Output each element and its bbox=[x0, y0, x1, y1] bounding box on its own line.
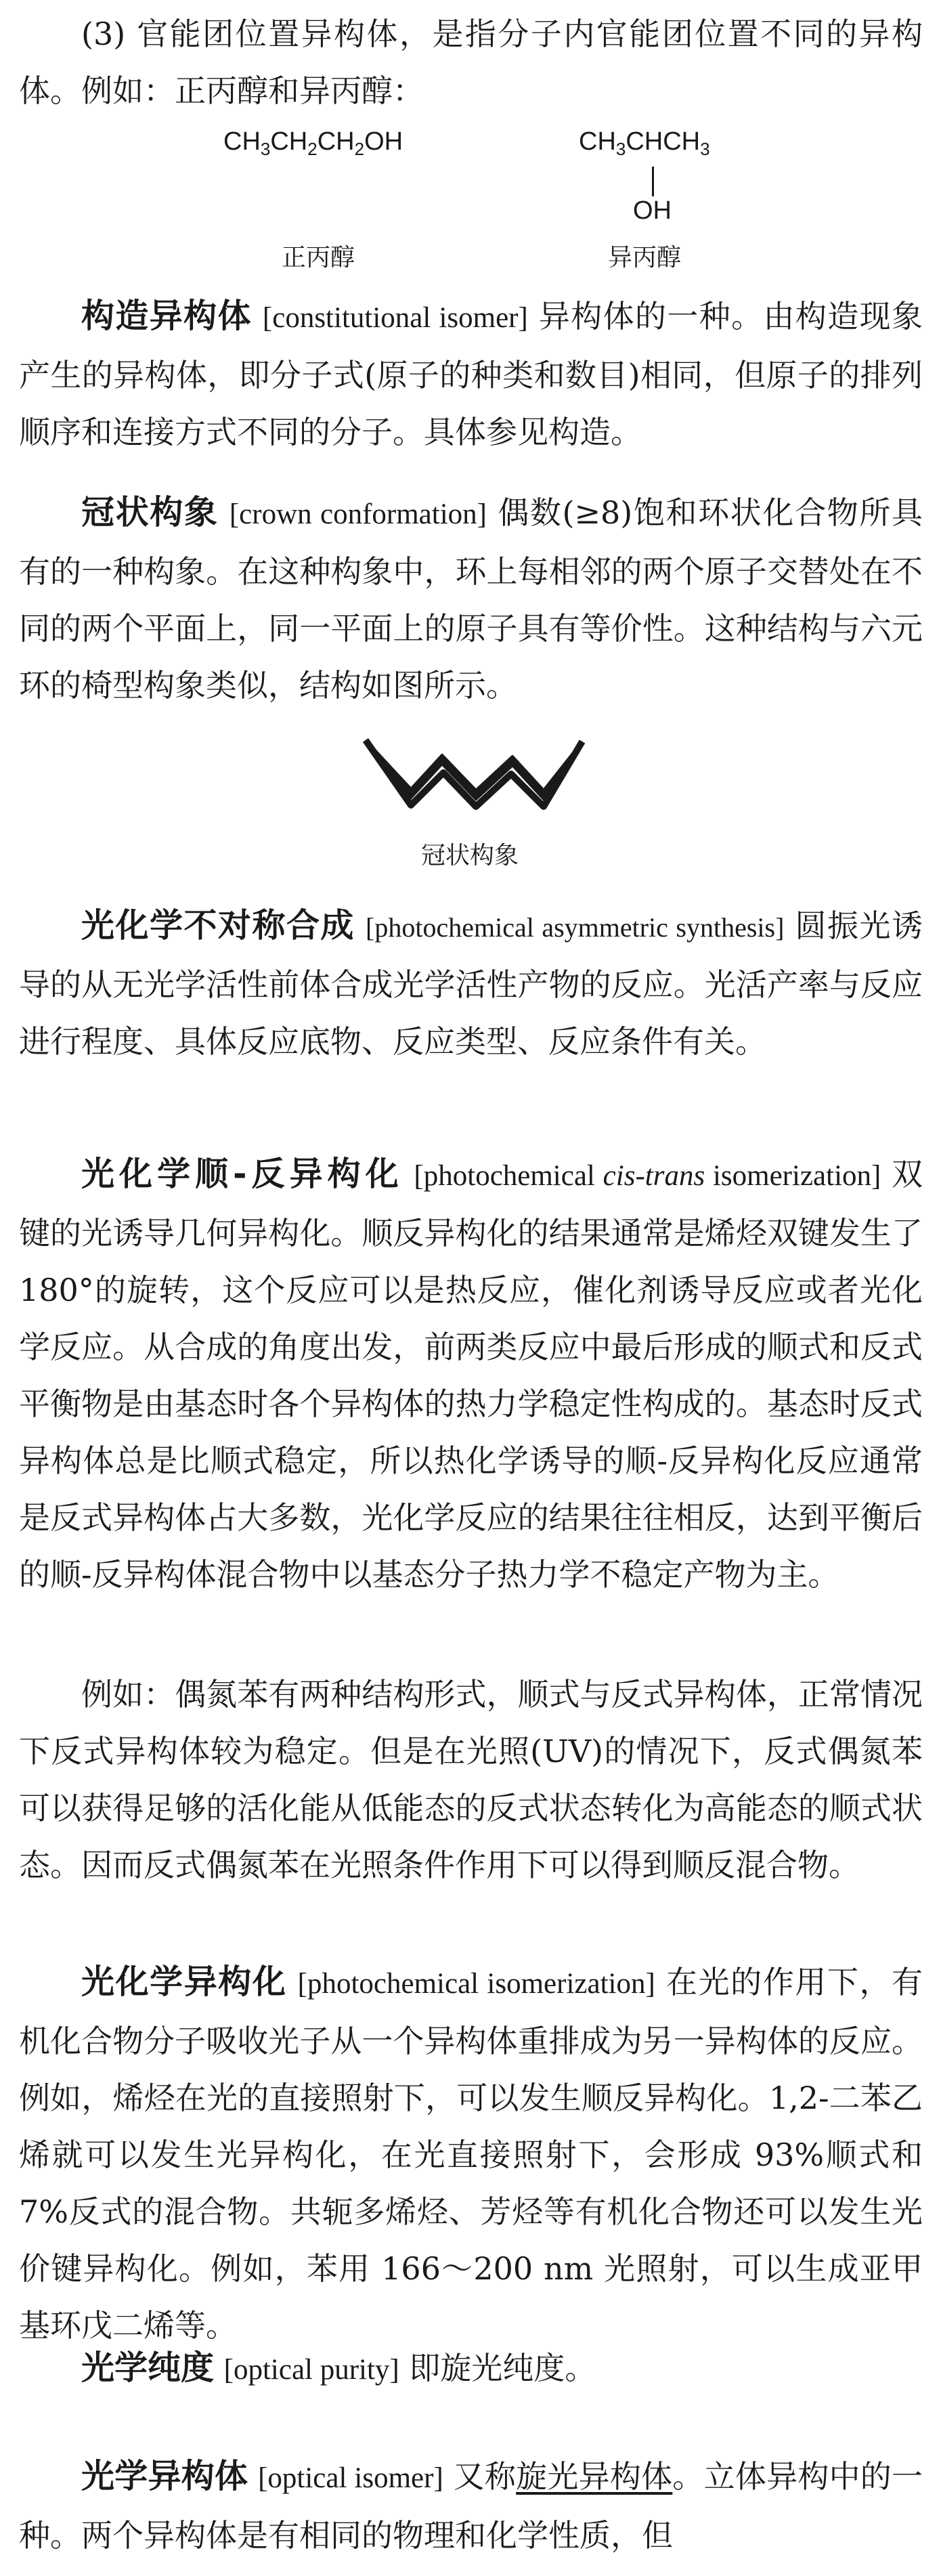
entry-definition: 在光的作用下，有机化合物分子吸收光子从一个异构体重排成为另一异构体的反应。例如，烯烃在光的直接照射下，可以发生顺反异构化。1,2-二苯乙烯就可以发生光异构化，在光直接照射下，会形成 93%顺式和 7%反式的混合物。共轭多烯烃、芳烃等有机化合物还可以发生光价键异构化。例如，苯用 166～200 nm 光照射，可以生成亚甲基环戊二烯等。 bbox=[19, 1964, 923, 2344]
intro-paragraph bbox=[19, 5, 923, 119]
entry-definition: 偶数(≥8)饱和环状化合物所具有的一种构象。在这种构象中，环上每相邻的两个原子交替处在不同的两个平面上，同一平面上的原子具有等价性。这种结构与六元环的椅型构象类似，结构如图所示。 bbox=[19, 494, 923, 704]
intro-text: (3) 官能团位置异构体，是指分子内官能团位置不同的异构体。例如：正丙醇和异丙醇： bbox=[19, 16, 923, 109]
entry-term: 光学异构体 bbox=[81, 2457, 248, 2495]
entry-photochemical-isomerization bbox=[19, 1954, 923, 2354]
entry-definition: 即旋光纯度。 bbox=[409, 2350, 596, 2386]
entry-term: 光化学异构化 bbox=[81, 1962, 287, 2001]
entry-photochemical-cis-trans-isomerization bbox=[19, 1146, 923, 1603]
entry-english: [crown conformation] bbox=[229, 498, 487, 530]
entry-english: [photochemical asymmetric synthesis] bbox=[366, 912, 785, 943]
isopropanol-formula: $CH_3CHCH_3$ bbox=[579, 127, 710, 159]
entry-english: [optical purity] bbox=[223, 2354, 399, 2386]
example-text: 例如：偶氮苯有两种结构形式，顺式与反式异构体，正常情况下反式异构体较为稳定。但是在光照(UV)的情况下，反式偶氮苯可以获得足够的活化能从低能态的反式状态转化为高能态的顺式状态。因而反式偶氮苯在光照条件作用下可以得到顺反混合物。 bbox=[19, 1676, 923, 1883]
entry-term: 构造异构体 bbox=[81, 297, 252, 335]
entry-english: [photochemical cis-trans isomerization] bbox=[414, 1160, 881, 1192]
entry-term: 光化学不对称合成 bbox=[81, 906, 355, 945]
entry-definition: 异构体的一种。由构造现象产生的异构体，即分子式(原子的种类和数目)相同，但原子的排列顺序和连接方式不同的分子。具体参见构造。 bbox=[19, 298, 923, 450]
entry-term: 光化学顺-反异构化 bbox=[81, 1155, 403, 1193]
n-propanol-formula: $CH_3CH_2CH_2OH$ bbox=[223, 127, 403, 159]
entry-optical-isomer bbox=[19, 2448, 923, 2564]
crown-conformation-diagram bbox=[362, 735, 586, 823]
entry-term: 冠状构象 bbox=[81, 493, 219, 532]
entry-example-paragraph bbox=[19, 1666, 923, 1893]
entry-constitutional-isomer bbox=[19, 288, 923, 460]
crown-conformation-caption: 冠状构象 bbox=[421, 842, 519, 870]
entry-definition: 双键的光诱导几何异构化。顺反异构化的结果通常是烯烃双键发生了 180°的旋转，这个反应可以是热反应，催化剂诱导反应或者光化学反应。从合成的角度出发，前两类反应中最后形成的顺式和反式平衡物是由基态时各个异构体的热力学稳定性构成的。基态时反式异构体总是比顺式稳定，所以热化学诱导的顺-反异构化反应通常是反式异构体占大多数，光化学反应的结果往往相反，达到平衡后的顺-反异构体混合物中以基态分子热力学不稳定产物为主。 bbox=[19, 1156, 923, 1593]
isopropanol-bond-line bbox=[652, 167, 654, 196]
entry-crown-conformation bbox=[19, 484, 923, 714]
entry-photochemical-asymmetric-synthesis bbox=[19, 897, 923, 1070]
entry-term: 光学纯度 bbox=[81, 2348, 215, 2387]
n-propanol-caption: 正丙醇 bbox=[282, 244, 355, 272]
entry-definition: 又称旋光异构体。立体异构中的一种。两个异构体是有相同的物理和化学性质，但 bbox=[19, 2458, 923, 2554]
isopropanol-caption: 异丙醇 bbox=[608, 244, 682, 272]
entry-english: [constitutional isomer] bbox=[262, 302, 528, 334]
entry-definition: 圆振光诱导的从无光学活性前体合成光学活性产物的反应。光活产率与反应进行程度、具体反应底物、反应类型、反应条件有关。 bbox=[19, 907, 923, 1060]
entry-optical-purity bbox=[19, 2340, 923, 2399]
entry-english: [photochemical isomerization] bbox=[297, 1968, 655, 2000]
cross-reference-link[interactable]: 旋光异构体 bbox=[516, 2458, 673, 2495]
entry-english: [optical isomer] bbox=[258, 2462, 443, 2494]
isopropanol-oh-group: OH bbox=[633, 196, 672, 225]
